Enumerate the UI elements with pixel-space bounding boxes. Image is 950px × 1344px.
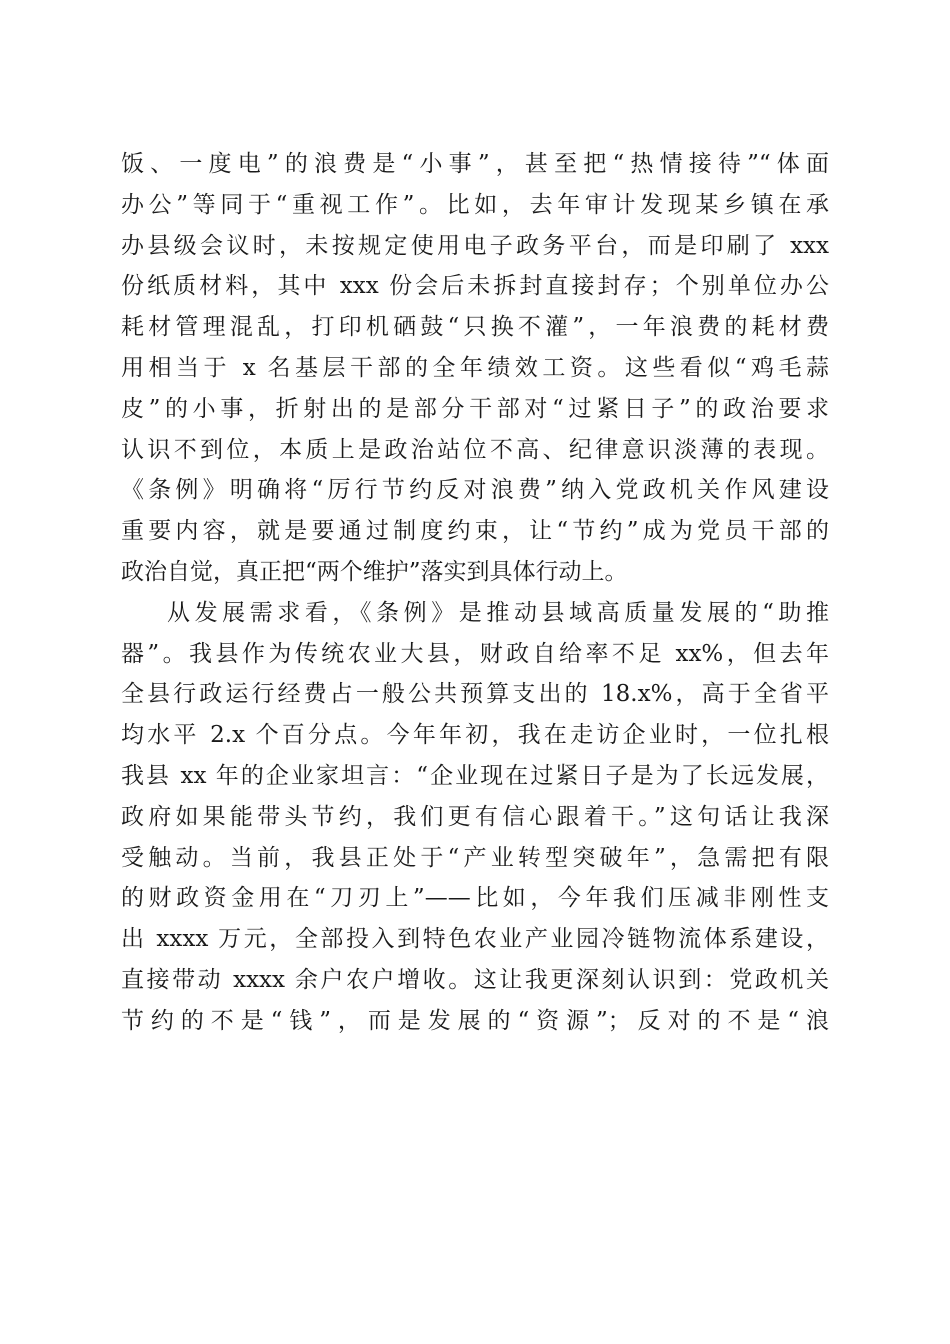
text-line: 办公”等同于“重视工作”。比如，去年审计发现某乡镇在承 (121, 191, 829, 218)
text-line: 重要内容，就是要通过制度约束，让“节约”成为党员干部的 (121, 518, 829, 545)
text-line: 《条例》明确将“厉行节约反对浪费”纳入党政机关作风建设 (121, 477, 829, 504)
text-line: 饭、一度电”的浪费是“小事”，甚至把“热情接待”“体面 (121, 151, 829, 177)
text-line: 的财政资金用在“刀刃上”——比如，今年我们压减非刚性支 (121, 885, 829, 912)
text-line: 器”。我县作为传统农业大县，财政自给率不足 xx%，但去年 (121, 640, 829, 667)
text-line: 份纸质材料，其中 xxx 份会后未拆封直接封存；个别单位办公 (121, 273, 829, 300)
text-line: 节约的不是“钱”，而是发展的“资源”；反对的不是“浪 (121, 1007, 829, 1034)
text-line: 直接带动 xxxx 余户农户增收。这让我更深刻认识到：党政机关 (121, 966, 829, 993)
text-line: 出 xxxx 万元，全部投入到特色农业产业园冷链物流体系建设， (121, 926, 829, 953)
text-line: 我县 xx 年的企业家坦言：“企业现在过紧日子是为了长远发展， (121, 762, 829, 789)
text-line: 全县行政运行经费占一般公共预算支出的 18.x%，高于全省平 (121, 681, 829, 708)
document-body (121, 144, 829, 1042)
text-line: 耗材管理混乱，打印机硒鼓“只换不灌”，一年浪费的耗材费 (121, 314, 829, 341)
text-line: 均水平 2.x 个百分点。今年年初，我在走访企业时，一位扎根 (121, 722, 829, 749)
paragraph-end-line: 政治自觉，真正把“两个维护”落实到具体行动上。 (121, 558, 628, 585)
text-line: 办县级会议时，未按规定使用电子政务平台，而是印刷了 xxx (121, 232, 829, 259)
text-line: 用相当于 x 名基层干部的全年绩效工资。这些看似“鸡毛蒜 (121, 354, 829, 381)
paragraph-first-line: 从发展需求看，《条例》是推动县域高质量发展的“助推 (167, 599, 829, 626)
text-line: 受触动。当前，我县正处于“产业转型突破年”，急需把有限 (121, 844, 829, 871)
text-line: 认识不到位，本质上是政治站位不高、纪律意识淡薄的表现。 (121, 436, 829, 463)
text-line: 皮”的小事，折射出的是部分干部对“过紧日子”的政治要求 (121, 395, 829, 422)
text-line: 政府如果能带头节约，我们更有信心跟着干。”这句话让我深 (121, 803, 829, 830)
